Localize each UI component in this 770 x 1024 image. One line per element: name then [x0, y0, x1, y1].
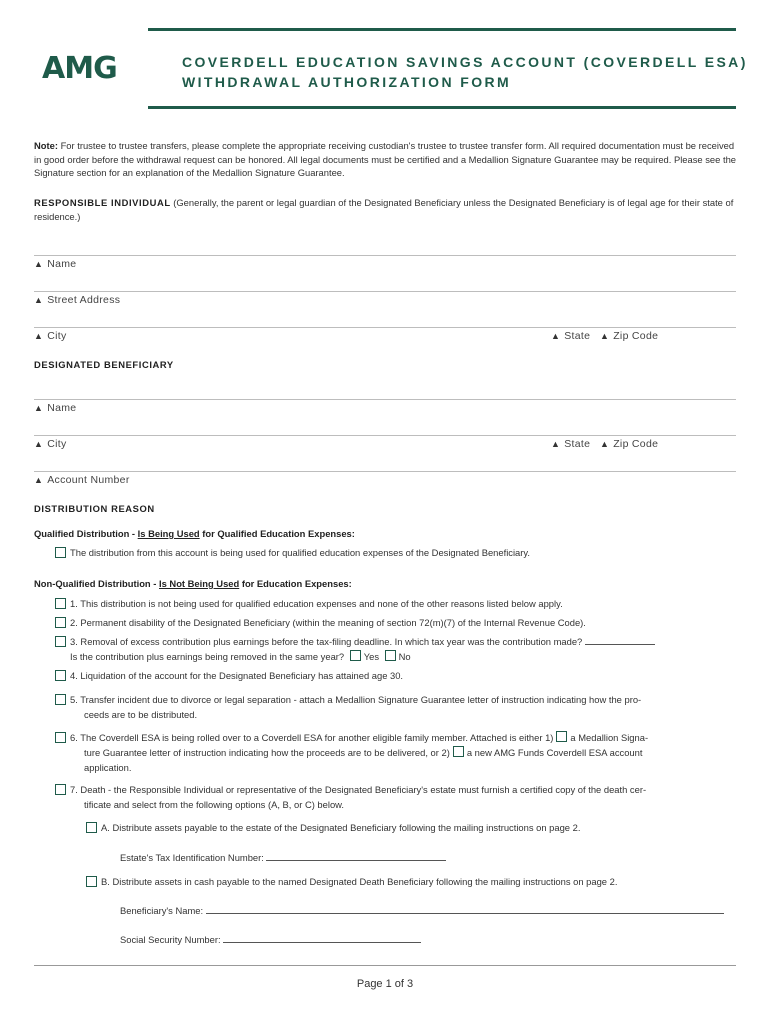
beneficiary-heading: DESIGNATED BENEFICIARY: [34, 359, 174, 370]
beneficiary-city-line[interactable]: [34, 435, 736, 436]
distribution-heading: DISTRIBUTION REASON: [34, 503, 155, 514]
responsible-state-label: ▲ State: [551, 330, 591, 342]
triangle-icon: ▲: [34, 259, 44, 269]
amg-logo: AMG: [42, 51, 117, 86]
account-number-line[interactable]: [34, 471, 736, 472]
title-line-2: WITHDRAWAL AUTHORIZATION FORM: [182, 74, 512, 90]
option6-letter-checkbox[interactable]: [556, 731, 567, 742]
triangle-icon: ▲: [34, 439, 44, 449]
ssn-field[interactable]: [223, 933, 421, 943]
nonqualified-heading: Non-Qualified Distribution - Is Not Being Used for Education Expenses:: [34, 578, 352, 589]
responsible-street-line[interactable]: [34, 291, 736, 292]
option7a-text: A. Distribute assets payable to the estate of the Designated Beneficiary following the mailing instructions on page 2.: [101, 822, 581, 833]
qualified-checkbox[interactable]: [55, 547, 66, 558]
option7a-checkbox[interactable]: [86, 822, 97, 833]
triangle-icon: ▲: [34, 331, 44, 341]
page-number: Page 1 of 3: [356, 978, 414, 990]
option5-checkbox[interactable]: [55, 694, 66, 705]
beneficiary-name-field-label: Beneficiary's Name:: [120, 903, 724, 918]
form-title: [182, 52, 748, 92]
footer-rule: [34, 965, 736, 966]
estate-tax-id-field[interactable]: [266, 851, 446, 861]
triangle-icon: ▲: [600, 331, 610, 341]
option3-yes-checkbox[interactable]: [350, 650, 361, 661]
responsible-label: RESPONSIBLE INDIVIDUAL: [34, 197, 171, 208]
header-bottom-rule: [148, 106, 736, 109]
option7b-checkbox[interactable]: [86, 876, 97, 887]
beneficiary-state-label: ▲ State: [551, 438, 591, 450]
responsible-zip-label: ▲ Zip Code: [600, 330, 659, 342]
note-label: Note:: [34, 140, 58, 151]
responsible-name-label: ▲ Name: [34, 258, 77, 270]
responsible-street-label: ▲ Street Address: [34, 294, 121, 306]
triangle-icon: ▲: [34, 475, 44, 485]
triangle-icon: ▲: [551, 331, 561, 341]
option7-text: 7. Death - the Responsible Individual or representative of the Designated Beneficiary's estate must furnish a certified copy of the death cer- tificate and select from the following options (A, B, or C) below.: [70, 784, 647, 810]
responsible-city-line[interactable]: [34, 327, 736, 328]
triangle-icon: ▲: [34, 295, 44, 305]
option5-text: 5. Transfer incident due to divorce or legal separation - attach a Medallion Signature Guarantee letter of instruction indicating how the pro- ceeds are to be distributed.: [70, 694, 642, 720]
note-paragraph: [34, 139, 738, 180]
note-text: For trustee to trustee transfers, please complete the appropriate receiving custodian's trustee to trustee transfer form. All required documentation must be received in good order before the withdrawal request can be honored. All legal documents must be certified and a Medallion Signature Guarantee may be required. Please see the Signature section for an explanation of the Medallion Signature Guarantee.: [34, 140, 736, 178]
triangle-icon: ▲: [34, 403, 44, 413]
estate-tax-id-label: Estate's Tax Identification Number:: [120, 850, 446, 865]
beneficiary-city-label: ▲ City: [34, 438, 67, 450]
option6-text: 6. The Coverdell ESA is being rolled over to a Coverdell ESA for another eligible family member. Attached is either 1) a Medallion Signa- ture Guarantee letter of instruction indicating how the proceeds are to be delivered, or 2) a new AMG Funds Coverdell ESA account application.: [70, 732, 649, 773]
option7-checkbox[interactable]: [55, 784, 66, 795]
header-top-rule: [148, 28, 736, 31]
responsible-text: (Generally, the parent or legal guardian of the Designated Beneficiary unless the Designated Beneficiary is of legal age for their state of residence.): [34, 197, 734, 222]
triangle-icon: ▲: [551, 439, 561, 449]
qualified-heading: Qualified Distribution - Is Being Used for Qualified Education Expenses:: [34, 528, 355, 539]
option7b-text: B. Distribute assets in cash payable to the named Designated Death Beneficiary following the mailing instructions on page 2.: [101, 876, 618, 887]
option3-checkbox[interactable]: [55, 636, 66, 647]
option2-checkbox[interactable]: [55, 617, 66, 628]
option1-checkbox[interactable]: [55, 598, 66, 609]
qualified-option-text: The distribution from this account is being used for qualified education expenses of the Designated Beneficiary.: [70, 547, 530, 558]
option4-checkbox[interactable]: [55, 670, 66, 681]
beneficiary-name-line[interactable]: [34, 399, 736, 400]
option2-text: 2. Permanent disability of the Designated Beneficiary (within the meaning of section 72(m)(7) of the Internal Revenue Code).: [70, 617, 586, 628]
responsible-name-line[interactable]: [34, 255, 736, 256]
option4-text: 4. Liquidation of the account for the Designated Beneficiary has attained age 30.: [70, 670, 404, 681]
option6-checkbox[interactable]: [55, 732, 66, 743]
responsible-city-label: ▲ City: [34, 330, 67, 342]
death-beneficiary-name-field[interactable]: [206, 904, 724, 914]
option3-no-checkbox[interactable]: [385, 650, 396, 661]
responsible-intro: [34, 196, 738, 223]
title-line-1: COVERDELL EDUCATION SAVINGS ACCOUNT (COVERDELL ESA): [182, 54, 748, 70]
ssn-label: Social Security Number:: [120, 932, 421, 947]
tax-year-field[interactable]: [585, 635, 655, 645]
option6-application-checkbox[interactable]: [453, 746, 464, 757]
option1-text: 1. This distribution is not being used for qualified education expenses and none of the other reasons listed below apply.: [70, 598, 563, 609]
triangle-icon: ▲: [600, 439, 610, 449]
option3-text: 3. Removal of excess contribution plus earnings before the tax-filing deadline. In which tax year was the contribution made? Is the contribution plus earnings being removed in the same year? Yes No: [70, 634, 736, 664]
beneficiary-name-label: ▲ Name: [34, 402, 77, 414]
account-number-label: ▲ Account Number: [34, 474, 130, 486]
beneficiary-zip-label: ▲ Zip Code: [600, 438, 659, 450]
